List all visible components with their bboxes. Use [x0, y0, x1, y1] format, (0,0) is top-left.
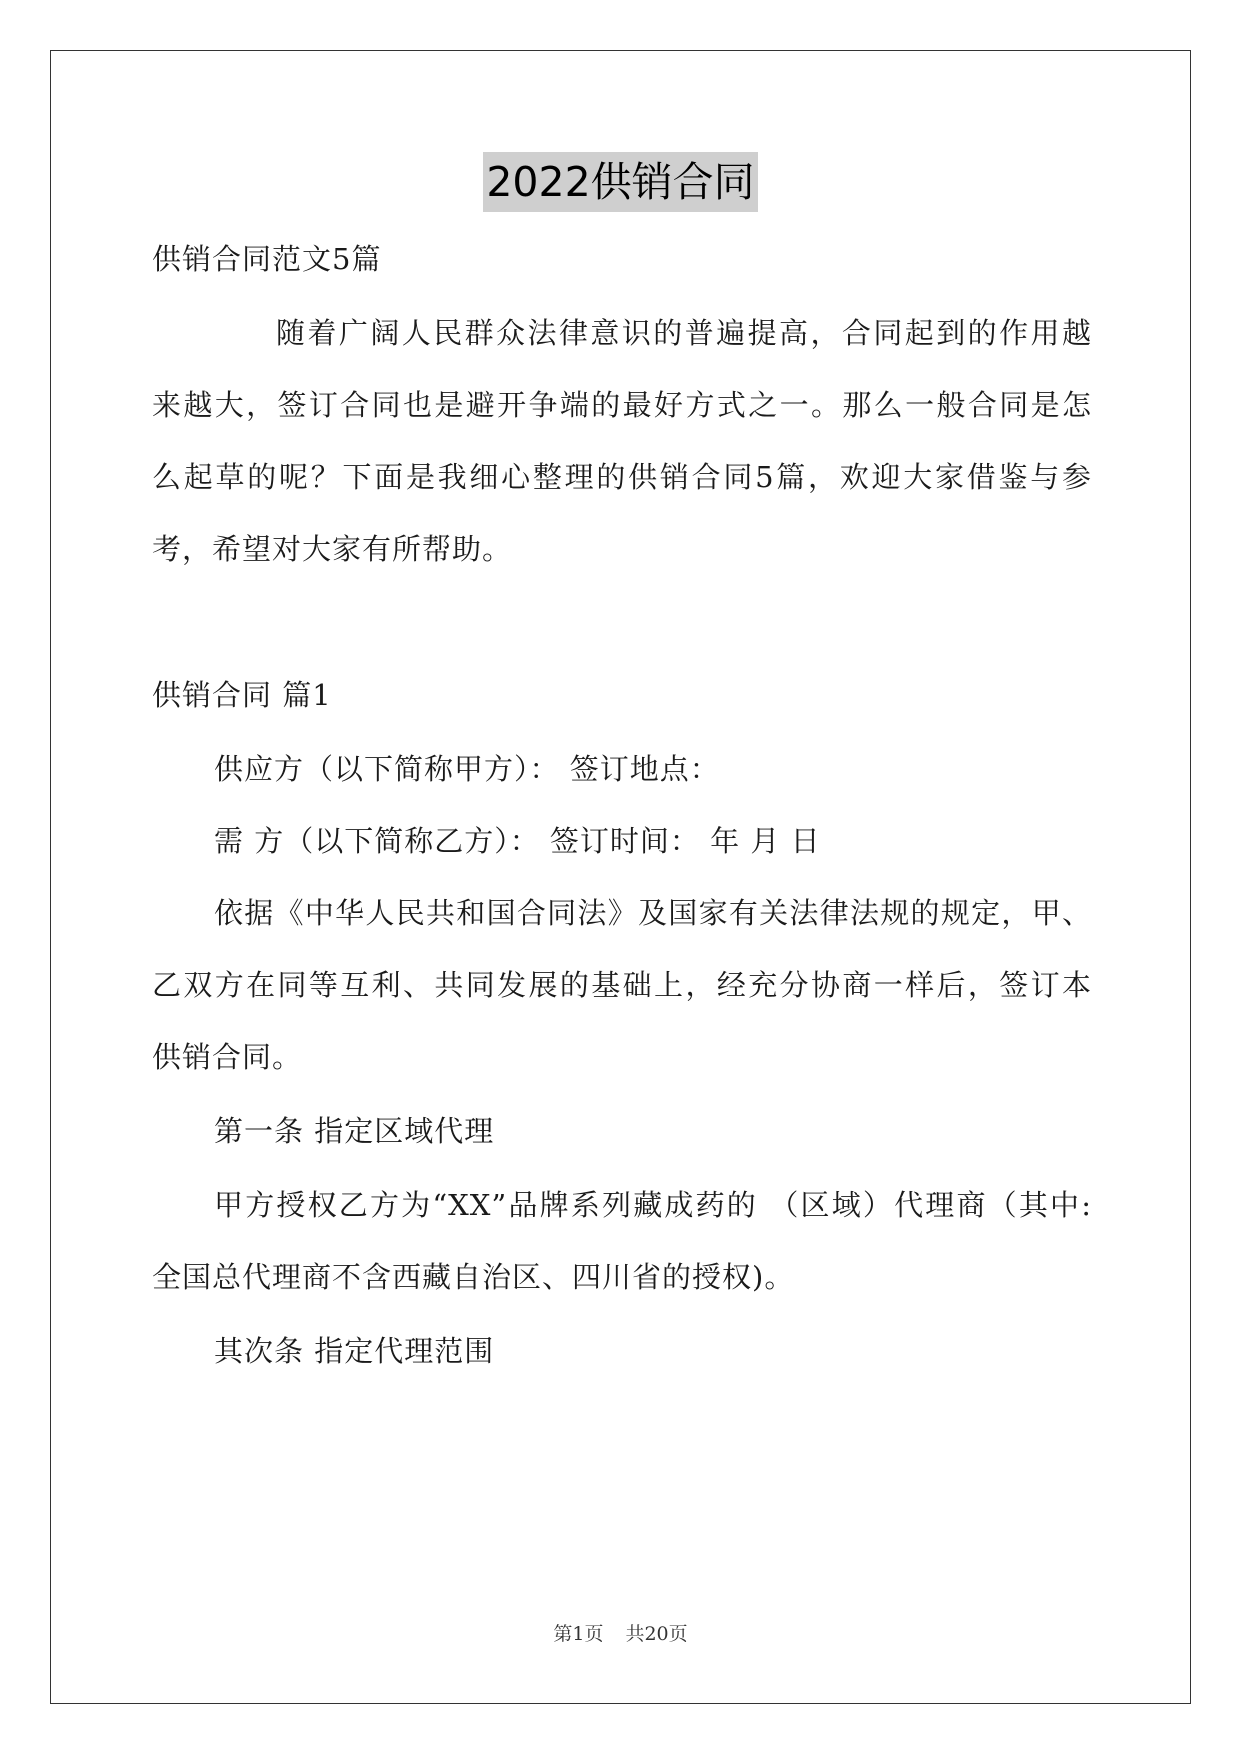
doc-line-article-1-body-2: 全国总代理商不含西藏自治区、四川省的授权)。 [152, 1260, 795, 1294]
doc-line-intro-3: 么起草的呢？下面是我细心整理的供销合同5篇，欢迎大家借鉴与参 [152, 460, 1092, 494]
document-title [0, 152, 1241, 212]
doc-line-basis-3: 供销合同。 [152, 1040, 303, 1074]
doc-line-basis-1: 依据《中华人民共和国合同法》及国家有关法律法规的规定，甲、 [214, 896, 1092, 930]
doc-line-basis-2: 乙双方在同等互利、共同发展的基础上，经充分协商一样后，签订本 [152, 968, 1092, 1002]
doc-line-buyer: 需 方（以下简称乙方）： 签订时间： 年 月 日 [214, 824, 821, 858]
page-footer [0, 1622, 1241, 1646]
page-total: 共20页 [625, 1623, 688, 1645]
doc-line-intro-1: 随着广阔人民群众法律意识的普遍提高，合同起到的作用越 [276, 316, 1092, 350]
doc-line-supplier: 供应方（以下简称甲方）： 签订地点： [214, 752, 720, 786]
page-number: 第1页 [553, 1623, 604, 1645]
doc-line-subtitle: 供销合同范文5篇 [152, 242, 382, 276]
doc-line-article-1: 第一条 指定区域代理 [214, 1114, 495, 1148]
document-title-text: 2022供销合同 [483, 152, 757, 212]
doc-line-intro-4: 考，希望对大家有所帮助。 [152, 532, 513, 566]
doc-line-article-1-body-1: 甲方授权乙方为“XX”品牌系列藏成药的 （区域）代理商（其中: [214, 1188, 1092, 1222]
doc-line-article-2: 其次条 指定代理范围 [214, 1334, 495, 1368]
doc-line-intro-2: 来越大，签订合同也是避开争端的最好方式之一。那么一般合同是怎 [152, 388, 1092, 422]
doc-line-section-heading: 供销合同 篇1 [152, 678, 332, 712]
page-border [50, 50, 1191, 1704]
